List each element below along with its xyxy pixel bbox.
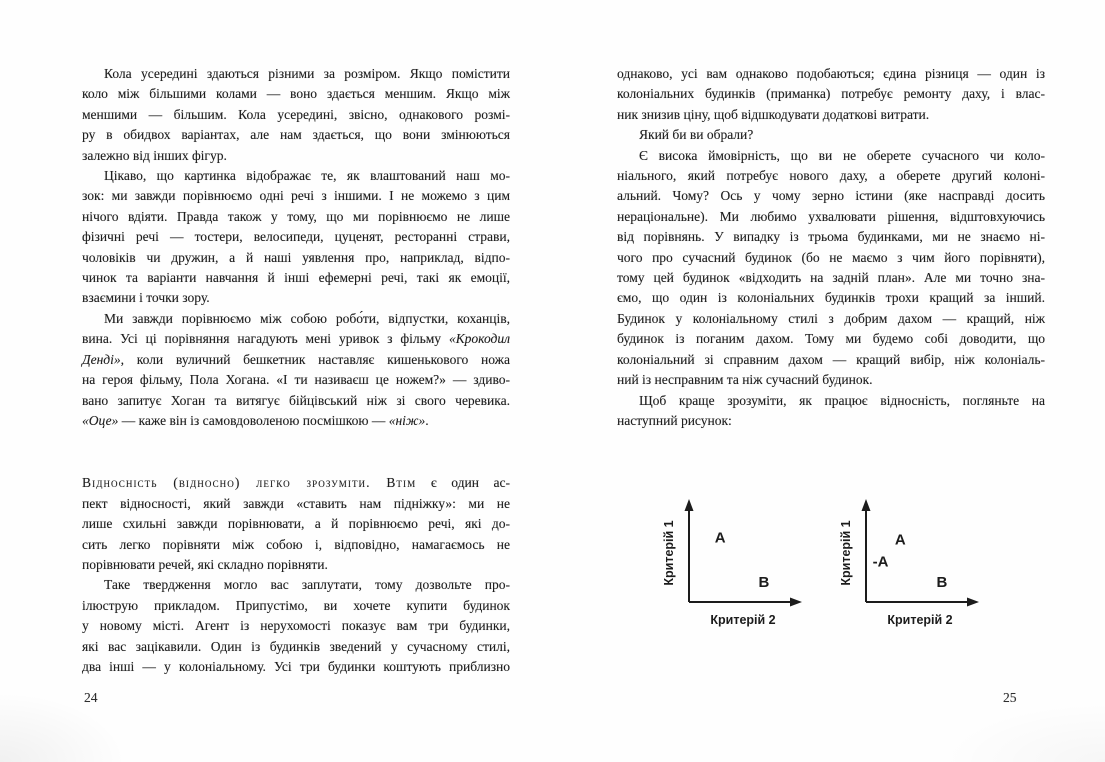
page-number-left: 24 [84, 690, 98, 705]
text-line [82, 309, 510, 329]
text-segment: два інші — у колоніальному. Усі три будинки коштують приблизно [82, 658, 510, 674]
chart-canvas [637, 490, 817, 640]
text-segment: чинок та варіанти навчання й інші ефемерні речі, такі як емоції, [82, 270, 510, 286]
text-line [82, 596, 510, 616]
text-segment: Є висока ймовірність, що ви не оберете сучасного чи коло- [639, 147, 1045, 163]
text-line [82, 84, 510, 104]
text-line [617, 268, 1045, 288]
x-axis-arrow-icon [967, 598, 979, 607]
italic-text: «ніж» [388, 412, 426, 428]
text-segment: чого про сучасний будинок (бо не маємо з чим його порівняти), [617, 249, 1045, 265]
text-line [617, 207, 1045, 227]
text-line [82, 268, 510, 288]
italic-text: «Крокодил [448, 331, 510, 347]
text-line [617, 146, 1045, 166]
text-line [82, 535, 510, 555]
point-label: B [758, 573, 770, 591]
text-line [617, 64, 1045, 84]
text-line [617, 288, 1045, 308]
text-segment: коло між більшими колами — воно здається меншим. Якщо між [82, 86, 510, 102]
text-segment: Таке твердження могло вас заплутати, тому дозвольте про- [104, 577, 510, 593]
text-segment: вина. Усі ці порівняння нагадують мені уривок з фільму [82, 331, 449, 347]
text-line [617, 248, 1045, 268]
text-line [617, 186, 1045, 206]
italic-text: «Оце» [82, 412, 119, 428]
right-page-text [617, 64, 1045, 431]
text-line [82, 186, 510, 206]
point-label: A [894, 531, 906, 549]
text-segment: на героя фільму, Пола Хогана. «І ти називаєш це ножем?» — здиво- [82, 372, 510, 388]
text-line [82, 105, 510, 125]
text-line [617, 125, 1045, 145]
text-segment: альний. Чому? Ось у чому зерно істини (яке насправді досить [617, 188, 1045, 204]
text-line [82, 411, 510, 431]
text-line [82, 473, 510, 493]
text-segment: сить легко порівняти між собою і, відповідно, намагаємось не [82, 536, 510, 552]
text-segment: колоніальний зі справним дахом — кращий вибір, ніж колоніаль- [617, 351, 1045, 367]
text-line [617, 84, 1045, 104]
text-line [617, 166, 1045, 186]
text-segment: порівнювати речей, які складно порівняти. [82, 556, 328, 572]
text-segment: ру в обидвох варіантах, але нам здається, що вони змінюються [82, 127, 510, 143]
y-axis-arrow-icon [685, 499, 694, 511]
text-segment: колоніальних будинків (приманка) потребує ремонту даху, і влас- [617, 86, 1045, 102]
text-segment: тому цей будинок «відходить на задній план». Але ми точно зна- [617, 270, 1045, 286]
text-segment: ілюструю прикладом. Припустімо, ви хочете купити будинок [82, 597, 510, 613]
text-segment: нічого вдіяти. Правда також у тому, що ми порівнюємо не лише [82, 208, 510, 224]
text-segment: Який би ви обрали? [639, 127, 754, 143]
text-segment: ний із несправним та ніж сучасний будинок. [617, 372, 873, 388]
text-segment: взаємини і точки зору. [82, 290, 210, 306]
page-number-right: 25 [1003, 690, 1017, 705]
text-line [82, 64, 510, 84]
text-segment: будинок із поганим дахом. Тому ми будемо собі доводити, що [617, 331, 1045, 347]
y-axis-label: Критерій 1 [662, 520, 676, 586]
text-line [617, 309, 1045, 329]
text-line [82, 555, 510, 575]
text-segment: — каже він із самовдоволеною посмішкою — [118, 412, 389, 428]
text-line [82, 637, 510, 657]
text-segment: . [425, 412, 429, 428]
chart-canvas [814, 490, 994, 640]
text-line [82, 125, 510, 145]
text-segment: ник знизив ціну, щоб відшкодувати додаткові витрати. [617, 106, 930, 122]
text-segment: вано запитує Хоган та витягує бійцівський ніж зі свого черевика. [82, 392, 510, 408]
relativity-chart-2 [814, 490, 994, 645]
text-segment: меншими — більшим. Кола усередині, звісно, однакового розмі- [82, 106, 510, 122]
text-segment: є один ас- [416, 475, 511, 491]
text-segment: пект відносності, який завжди «ставить нам підніжку»: ми не [82, 495, 510, 511]
left-page-text [82, 64, 510, 677]
text-line [82, 370, 510, 390]
text-segment: Щоб краще зрозуміти, як працює відносність, погляньте на [639, 392, 1045, 408]
text-line [82, 350, 510, 370]
text-line [82, 166, 510, 186]
y-axis-arrow-icon [862, 499, 871, 511]
text-line [617, 350, 1045, 370]
point-label: -A [872, 553, 889, 571]
relativity-chart-1 [637, 490, 817, 645]
text-segment: Будинок у колоніальному стилі з добрим дахом — кращий, ніж [617, 310, 1045, 326]
text-segment: залежно від інших фігур. [82, 147, 227, 163]
text-line [617, 391, 1045, 411]
text-line [82, 207, 510, 227]
x-axis-label: Критерій 2 [710, 613, 776, 627]
text-line [82, 248, 510, 268]
text-segment: Цікаво, що картинка відображає те, як влаштований наш мо- [104, 168, 510, 184]
text-line [617, 370, 1045, 390]
text-segment: наступний рисунок: [617, 412, 732, 428]
text-line [82, 288, 510, 308]
text-line [82, 575, 510, 595]
x-axis-arrow-icon [790, 598, 802, 607]
text-segment: чоловіків чи дружин, а й наші уявлення про, наприклад, відпо- [82, 249, 510, 265]
text-segment: лише схильні завжди порівнювати, а й порівнюємо речі, які до- [82, 516, 510, 532]
text-segment: від порівнянь. У випадку із трьома будинками, ми не знаємо ні- [617, 229, 1045, 245]
text-segment: які вас зацікавили. Один із будинків зведений у сучасному стилі, [82, 638, 510, 654]
point-label: B [936, 573, 948, 591]
text-segment: ємо, що один із колоніальних будинків трохи кращий за інший. [617, 290, 1045, 306]
text-line [82, 514, 510, 534]
text-segment: , коли вуличний бешкетник наставляє кишенькового ножа [120, 351, 510, 367]
text-line [82, 227, 510, 247]
text-line [617, 227, 1045, 247]
text-line [617, 411, 1045, 431]
text-line [82, 146, 510, 166]
smallcaps-lead: Відносність (відносно) легко зрозуміти. Втім [82, 475, 417, 491]
text-line [617, 105, 1045, 125]
text-segment: нераціональне). Ми любимо ухвалювати рішення, відштовхуючись [617, 208, 1045, 224]
text-line [617, 329, 1045, 349]
y-axis-label: Критерій 1 [839, 520, 853, 586]
text-segment: Ми завжди порівнюємо між собою робо́ти, відпустки, коханців, [104, 310, 510, 326]
text-segment: фізичні речі — тостери, велосипеди, цуценят, ресторанні страви, [82, 229, 510, 245]
text-line [82, 391, 510, 411]
text-line [82, 329, 510, 349]
text-line [82, 657, 510, 677]
point-label: A [714, 529, 726, 547]
text-segment: однаково, усі вам однаково подобаються; єдина різниця — один із [617, 66, 1045, 81]
text-segment: ніального, який потребує нового даху, а оберете другий колоні- [617, 168, 1045, 184]
text-line [82, 616, 510, 636]
text-segment: Кола усередині здаються різними за розміром. Якщо помістити [104, 66, 510, 81]
section-gap [82, 431, 510, 473]
text-line [82, 494, 510, 514]
italic-text: Денді» [82, 351, 121, 367]
x-axis-label: Критерій 2 [887, 613, 953, 627]
text-segment: у новому місті. Агент із нерухомості показує вам три будинки, [82, 618, 510, 634]
text-segment: зок: ми завжди порівнюємо одні речі з іншими. І не можемо з цим [82, 188, 510, 204]
